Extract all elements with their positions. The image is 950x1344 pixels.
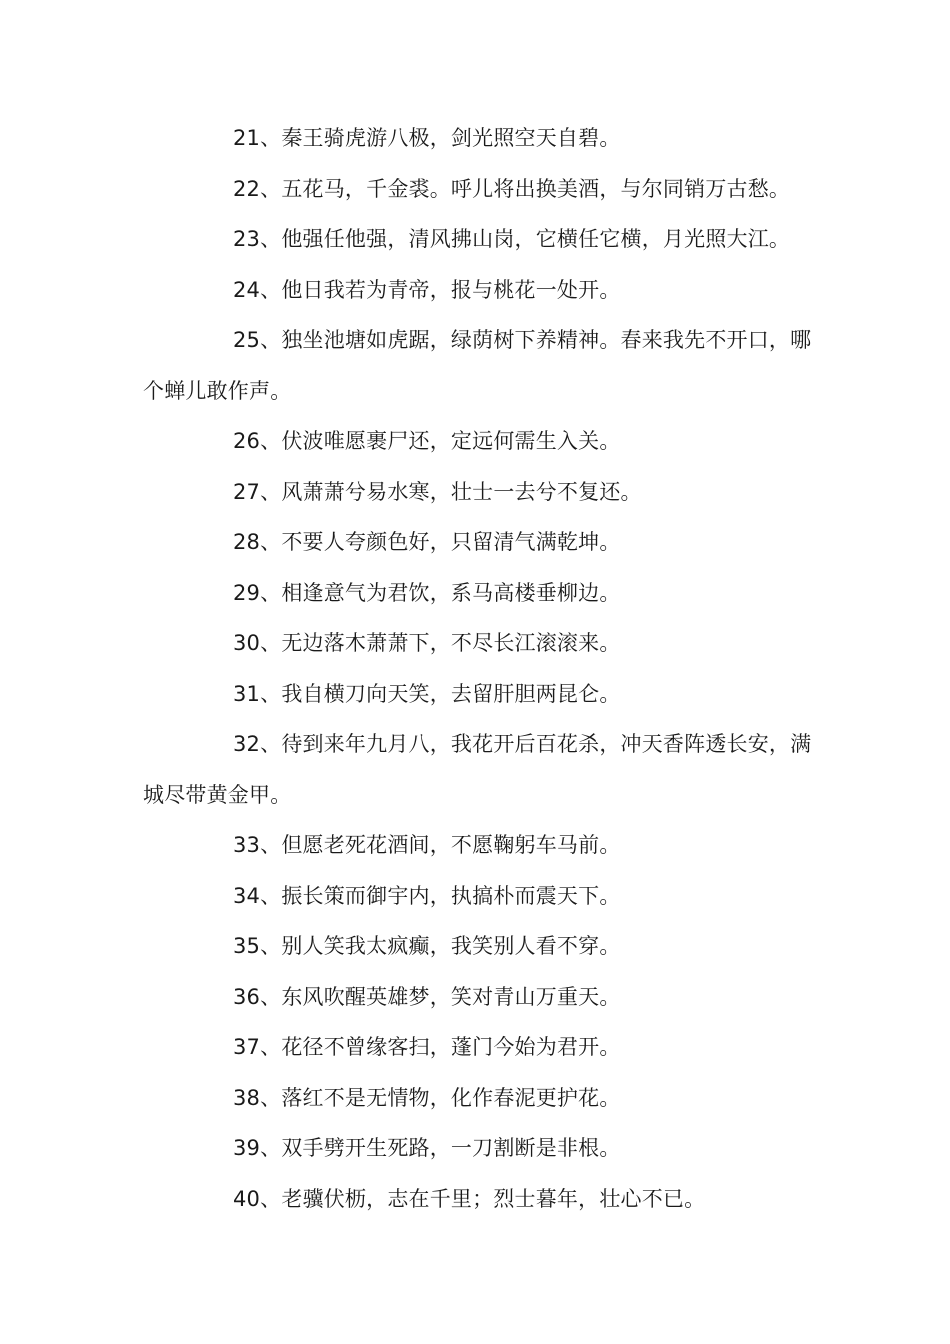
list-item: 33、但愿老死花酒间，不愿鞠躬车马前。 bbox=[233, 833, 621, 857]
list-item: 25、独坐池塘如虎踞，绿荫树下养精神。春来我先不开口，哪个蝉儿敢作声。 bbox=[143, 328, 812, 403]
list-item: 29、相逢意气为君饮，系马高楼垂柳边。 bbox=[233, 580, 621, 605]
list-item: 36、东风吹醒英雄梦，笑对青山万重天。 bbox=[233, 984, 621, 1009]
list-item: 37、花径不曾缘客扫，蓬门今始为君开。 bbox=[233, 1035, 621, 1059]
list-item: 35、别人笑我太疯癫，我笑别人看不穿。 bbox=[233, 934, 621, 958]
list-item: 40、老骥伏枥，志在千里；烈士暮年，壮心不已。 bbox=[233, 1186, 706, 1211]
list-item: 31、我自横刀向天笑，去留肝胆两昆仑。 bbox=[233, 681, 621, 706]
list-item: 26、伏波唯愿裹尸还，定远何需生入关。 bbox=[233, 429, 621, 453]
list-item: 21、秦王骑虎游八极，剑光照空天自碧。 bbox=[233, 126, 621, 150]
list-item: 34、振长策而御宇内，执搞朴而震天下。 bbox=[233, 883, 621, 908]
list-item: 28、不要人夸颜色好，只留清气满乾坤。 bbox=[233, 530, 621, 554]
list-item: 22、五花马，千金裘。呼儿将出换美酒，与尔同销万古愁。 bbox=[233, 176, 791, 201]
list-item: 23、他强任他强，清风拂山岗，它横任它横，月光照大江。 bbox=[233, 227, 791, 251]
list-item: 32、待到来年九月八，我花开后百花杀，冲天香阵透长安，满城尽带黄金甲。 bbox=[143, 732, 812, 807]
list-item: 30、无边落木萧萧下，不尽长江滚滚来。 bbox=[233, 631, 621, 655]
list-item: 38、落红不是无情物，化作春泥更护花。 bbox=[233, 1085, 621, 1110]
list-item: 39、双手劈开生死路，一刀割断是非根。 bbox=[233, 1136, 621, 1160]
list-item: 27、风萧萧兮易水寒，壮士一去兮不复还。 bbox=[233, 479, 642, 504]
quote-list bbox=[143, 113, 813, 1224]
list-item: 24、他日我若为青帝，报与桃花一处开。 bbox=[233, 277, 621, 302]
